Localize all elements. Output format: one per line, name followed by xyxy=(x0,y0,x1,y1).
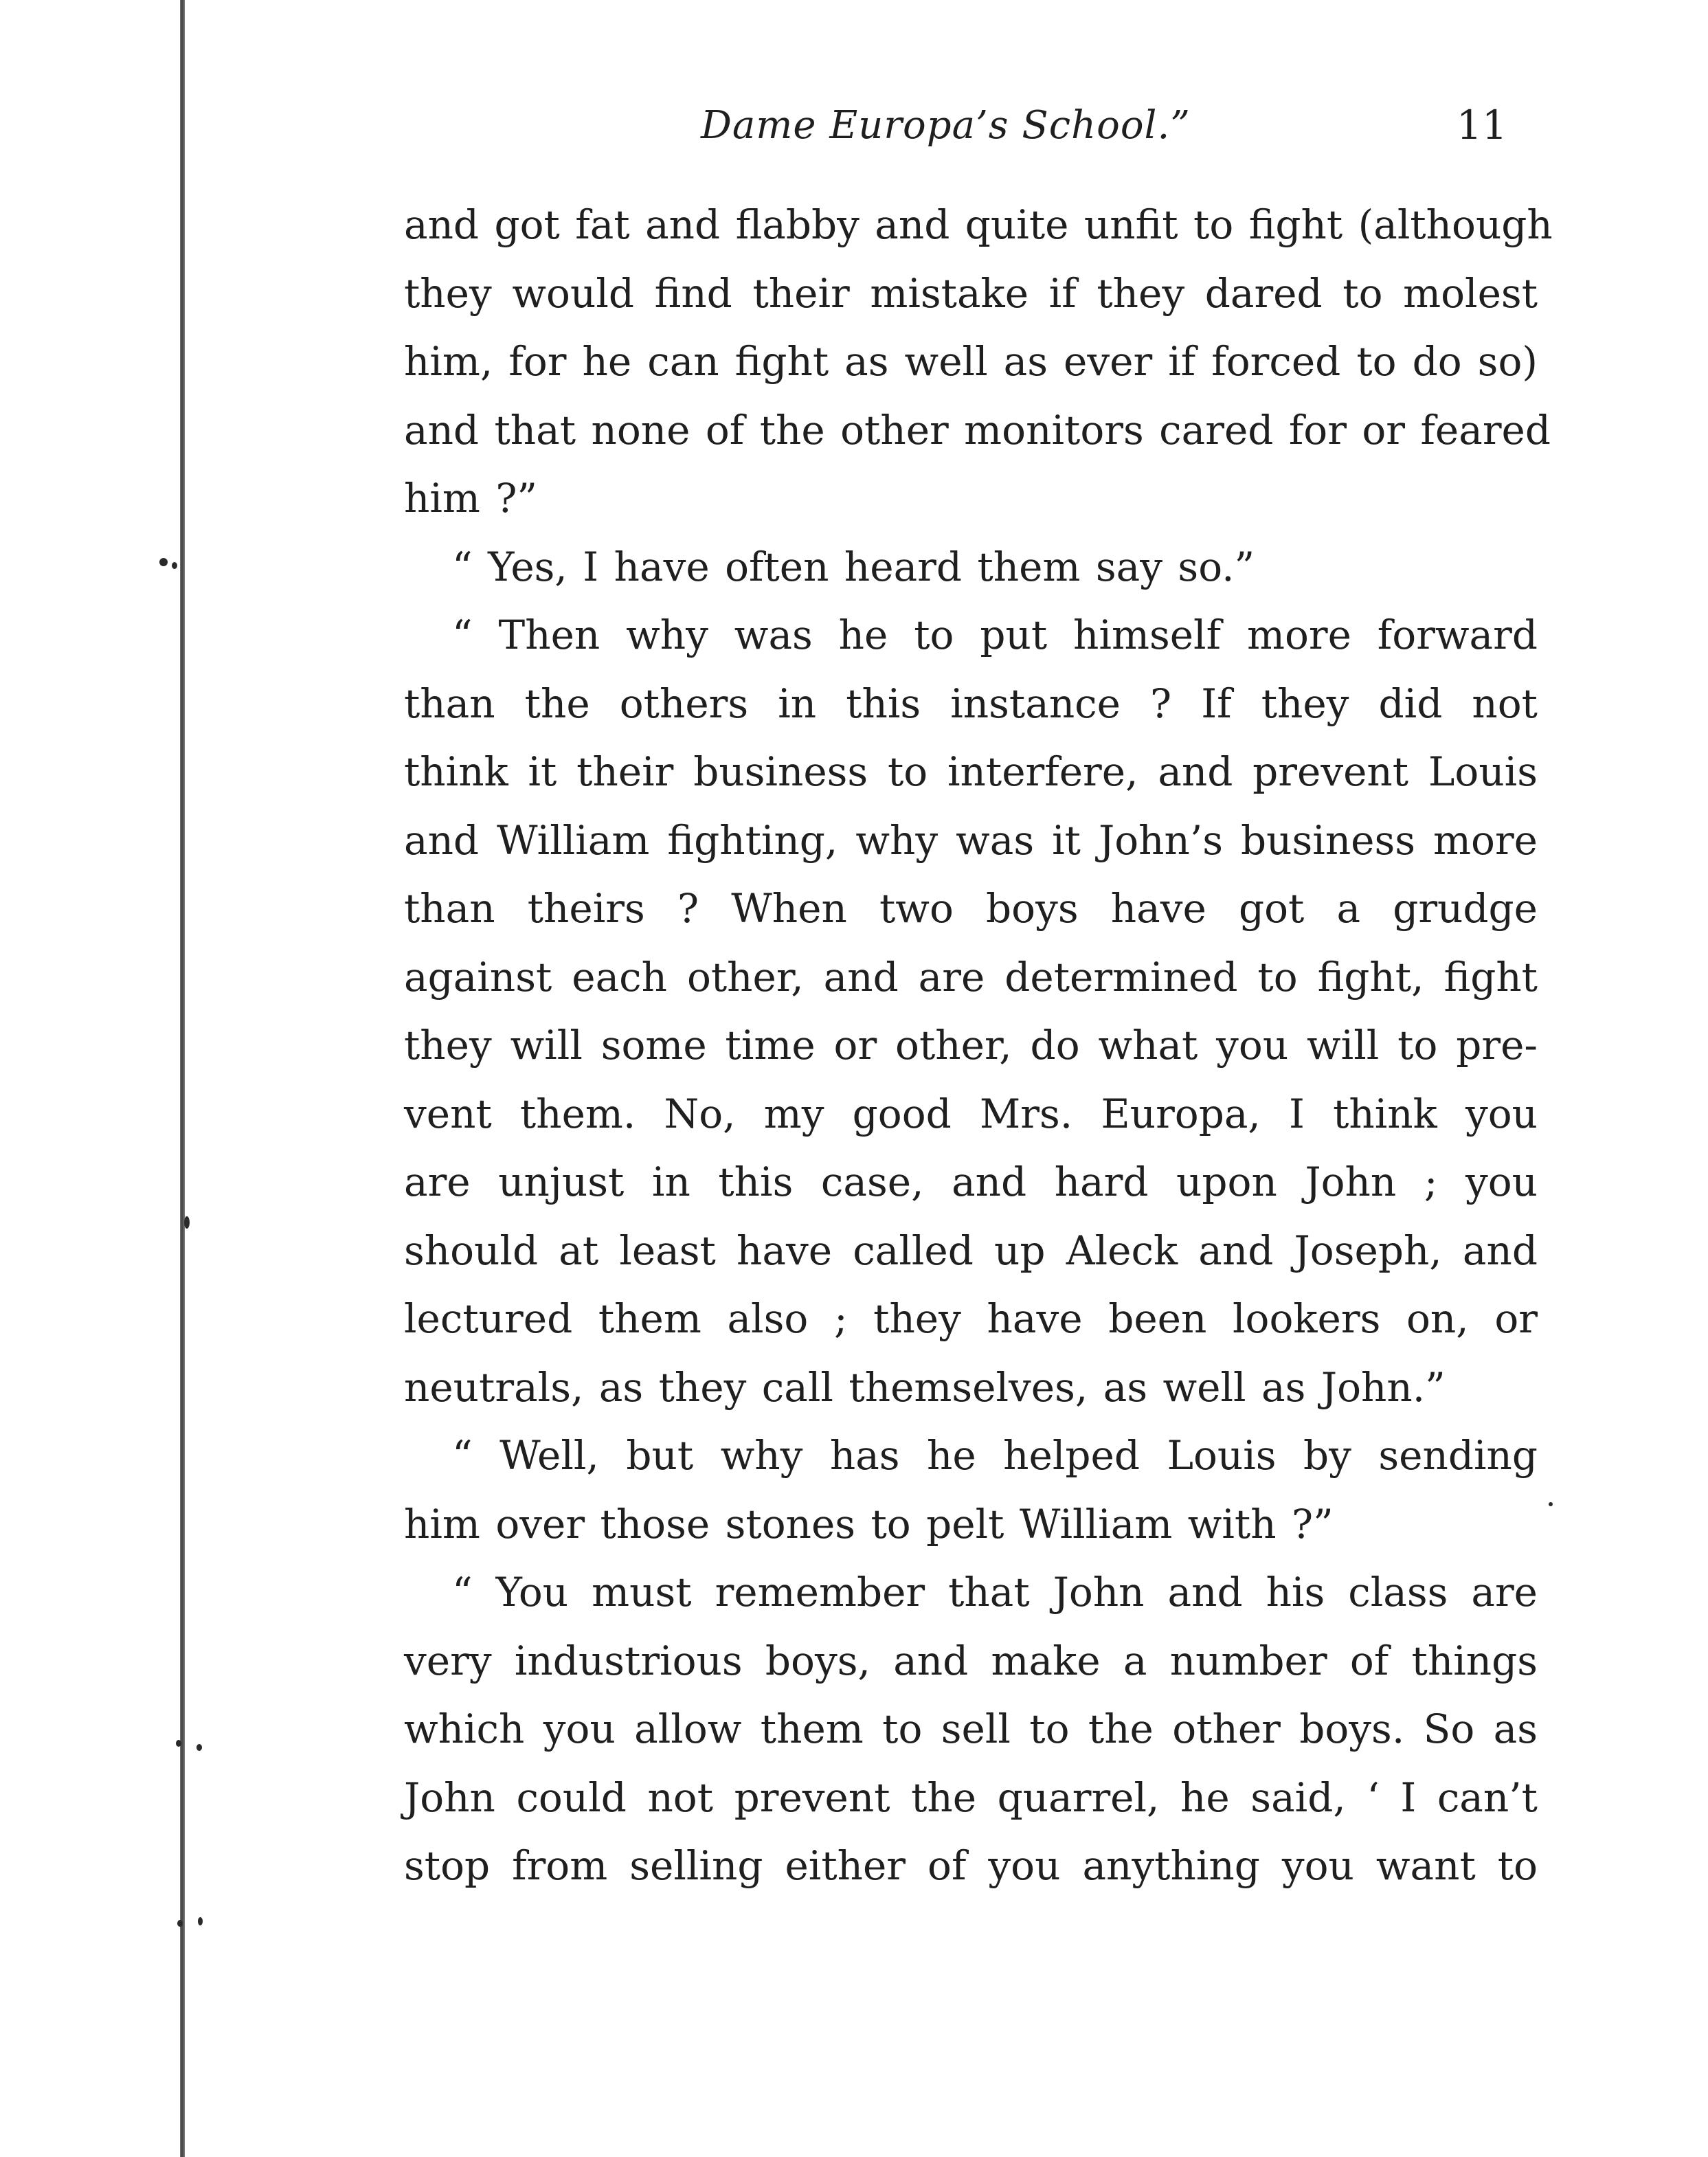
scan-speck xyxy=(1549,1502,1553,1506)
scan-speck xyxy=(159,558,168,566)
text-line: think it their business to interfere, and prevent Louis xyxy=(404,748,1538,795)
text-line: they will some time or other, do what you will to pre- xyxy=(404,1022,1538,1069)
text-line: neutrals, as they call themselves, as well as John.” xyxy=(404,1363,1446,1411)
body-text xyxy=(404,191,1553,1901)
text-line: very industrious boys, and make a number of things xyxy=(404,1637,1538,1684)
text-line: than the others in this instance ? If they did not xyxy=(404,680,1538,727)
scan-speck xyxy=(172,562,177,569)
text-line: and William fighting, why was it John’s business more xyxy=(404,816,1538,864)
binding-edge-line xyxy=(180,0,185,2157)
scan-speck xyxy=(176,1740,181,1747)
text-line: “ You must remember that John and his class are xyxy=(452,1569,1538,1616)
text-line: John could not prevent the quarrel, he said, ‘ I can’t xyxy=(404,1774,1538,1821)
text-line: “ Well, but why has he helped Louis by sending xyxy=(452,1432,1538,1479)
text-line: him, for he can fight as well as ever if forced to do so) xyxy=(404,338,1538,385)
text-line: him ?” xyxy=(404,475,538,522)
scan-speck xyxy=(184,1216,190,1229)
text-line: against each other, and are determined to fight, fight xyxy=(404,953,1538,1001)
text-line: than theirs ? When two boys have got a grudge xyxy=(404,885,1538,932)
text-line: vent them. No, my good Mrs. Europa, I think you xyxy=(404,1090,1538,1137)
text-line: him over those stones to pelt William with ?” xyxy=(404,1500,1334,1547)
running-header-title: Dame Europa’s School.” xyxy=(701,103,1191,148)
text-line: lectured them also ; they have been lookers on, or xyxy=(404,1295,1538,1342)
scan-speck xyxy=(198,1917,203,1925)
scan-speck xyxy=(177,1920,183,1927)
text-line: “ Then why was he to put himself more forward xyxy=(452,612,1538,658)
text-line: and that none of the other monitors cared for or feared xyxy=(404,406,1551,454)
page-number: 11 xyxy=(1457,102,1507,148)
scan-speck xyxy=(196,1744,202,1751)
text-line: and got fat and flabby and quite unfit to fight (although xyxy=(404,201,1553,248)
text-line: “ Yes, I have often heard them say so.” xyxy=(452,543,1255,590)
text-line: stop from selling either of you anything you want to xyxy=(404,1842,1538,1889)
text-line: they would find their mistake if they dared to molest xyxy=(404,269,1538,317)
text-line: are unjust in this case, and hard upon John ; you xyxy=(404,1159,1538,1205)
text-line: which you allow them to sell to the other boys. So as xyxy=(404,1706,1538,1752)
page-margin xyxy=(0,0,180,2157)
text-line: should at least have called up Aleck and Joseph, and xyxy=(404,1227,1538,1274)
